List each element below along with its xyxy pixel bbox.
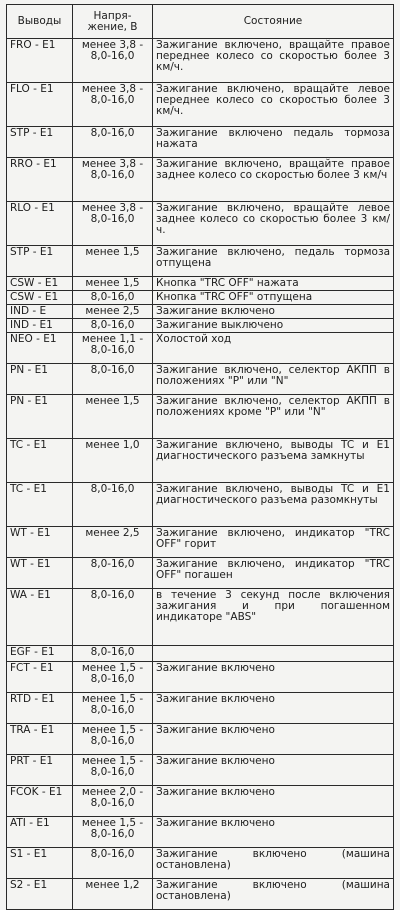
- header-voltage: Напря-жение, В: [73, 5, 153, 39]
- table-row: [7, 291, 394, 305]
- table-row: [7, 364, 394, 395]
- state-cell: Зажигание включено, селектор АКПП в положениях кроме "P" или "N": [153, 395, 394, 439]
- state-cell: Зажигание выключено: [153, 319, 394, 333]
- pin-cell: FCOK - E1: [7, 786, 73, 817]
- state-cell: Кнопка "TRC OFF" отпущена: [153, 291, 394, 305]
- state-cell: Зажигание включено, вращайте левое заднее колесо со скоростью более 3 км/ч.: [153, 202, 394, 246]
- pinout-table: [6, 4, 394, 910]
- state-cell: Зажигание включено, выводы TC и E1 диагностического разъема разомкнуты: [153, 483, 394, 527]
- table-row: [7, 483, 394, 527]
- table-row: [7, 662, 394, 693]
- voltage-cell: менее 1,5 - 8,0-16,0: [73, 693, 153, 724]
- voltage-cell: 8,0-16,0: [73, 291, 153, 305]
- pinout-table-page: [6, 4, 394, 902]
- state-cell: Зажигание включено, вращайте правое заднее колесо со скоростью более 3 км/ч: [153, 158, 394, 202]
- voltage-cell: менее 3,8 - 8,0-16,0: [73, 202, 153, 246]
- pin-cell: PRT - E1: [7, 755, 73, 786]
- voltage-cell: менее 1,5: [73, 395, 153, 439]
- voltage-cell: 8,0-16,0: [73, 483, 153, 527]
- table-row: [7, 277, 394, 291]
- pin-cell: FRO - E1: [7, 39, 73, 83]
- state-cell: Зажигание включено: [153, 693, 394, 724]
- voltage-cell: менее 2,5: [73, 305, 153, 319]
- table-row: [7, 527, 394, 558]
- pin-cell: WT - E1: [7, 527, 73, 558]
- table-row: [7, 127, 394, 158]
- voltage-cell: менее 2,0 - 8,0-16,0: [73, 786, 153, 817]
- table-row: [7, 246, 394, 277]
- state-cell: Зажигание включено: [153, 662, 394, 693]
- pin-cell: TC - E1: [7, 439, 73, 483]
- pin-cell: ATI - E1: [7, 817, 73, 848]
- pin-cell: RRO - E1: [7, 158, 73, 202]
- voltage-cell: менее 2,5: [73, 527, 153, 558]
- table-row: [7, 589, 394, 646]
- voltage-cell: 8,0-16,0: [73, 319, 153, 333]
- voltage-cell: менее 3,8 - 8,0-16,0: [73, 83, 153, 127]
- pin-cell: TRA - E1: [7, 724, 73, 755]
- pin-cell: FLO - E1: [7, 83, 73, 127]
- state-cell: Зажигание включено, вращайте левое переднее колесо со скоростью более 3 км/ч.: [153, 83, 394, 127]
- table-row: [7, 558, 394, 589]
- table-row: [7, 158, 394, 202]
- state-cell: Зажигание включено, педаль тормоза отпущена: [153, 246, 394, 277]
- table-header-row: [7, 5, 394, 39]
- pin-cell: EGF - E1: [7, 646, 73, 662]
- voltage-cell: 8,0-16,0: [73, 589, 153, 646]
- state-cell: Зажигание включено: [153, 786, 394, 817]
- table-row: [7, 202, 394, 246]
- voltage-cell: менее 1,5: [73, 277, 153, 291]
- table-row: [7, 817, 394, 848]
- state-cell: [153, 646, 394, 662]
- table-row: [7, 755, 394, 786]
- pin-cell: CSW - E1: [7, 277, 73, 291]
- table-row: [7, 395, 394, 439]
- state-cell: в течение 3 секунд после включения зажигания и при погашенном индикаторе "ABS": [153, 589, 394, 646]
- pin-cell: IND - E1: [7, 319, 73, 333]
- state-cell: Зажигание включено: [153, 305, 394, 319]
- voltage-cell: менее 1,5: [73, 246, 153, 277]
- state-cell: Зажигание включено, индикатор "TRC OFF" горит: [153, 527, 394, 558]
- voltage-cell: 8,0-16,0: [73, 364, 153, 395]
- state-cell: Зажигание включено (машина остановлена): [153, 848, 394, 879]
- voltage-cell: менее 1,5 - 8,0-16,0: [73, 755, 153, 786]
- table-row: [7, 333, 394, 364]
- pin-cell: STP - E1: [7, 127, 73, 158]
- voltage-cell: 8,0-16,0: [73, 127, 153, 158]
- voltage-cell: 8,0-16,0: [73, 558, 153, 589]
- state-cell: Холостой ход: [153, 333, 394, 364]
- pin-cell: WT - E1: [7, 558, 73, 589]
- table-row: [7, 693, 394, 724]
- pin-cell: PN - E1: [7, 364, 73, 395]
- header-pins: Выводы: [7, 5, 73, 39]
- pin-cell: S1 - E1: [7, 848, 73, 879]
- table-row: [7, 83, 394, 127]
- state-cell: Зажигание включено: [153, 755, 394, 786]
- pin-cell: IND - E: [7, 305, 73, 319]
- pin-cell: RTD - E1: [7, 693, 73, 724]
- state-cell: Зажигание включено, выводы TC и E1 диагностического разъема замкнуты: [153, 439, 394, 483]
- table-row: [7, 879, 394, 910]
- table-row: [7, 39, 394, 83]
- pin-cell: S2 - E1: [7, 879, 73, 910]
- header-state: Состояние: [153, 5, 394, 39]
- pin-cell: TC - E1: [7, 483, 73, 527]
- state-cell: Зажигание включено: [153, 817, 394, 848]
- state-cell: Кнопка "TRC OFF" нажата: [153, 277, 394, 291]
- table-row: [7, 724, 394, 755]
- pin-cell: CSW - E1: [7, 291, 73, 305]
- pin-cell: STP - E1: [7, 246, 73, 277]
- table-row: [7, 305, 394, 319]
- voltage-cell: менее 1,0: [73, 439, 153, 483]
- voltage-cell: 8,0-16,0: [73, 848, 153, 879]
- pin-cell: FCT - E1: [7, 662, 73, 693]
- table-row: [7, 646, 394, 662]
- voltage-cell: менее 1,2: [73, 879, 153, 910]
- voltage-cell: менее 1,5 - 8,0-16,0: [73, 662, 153, 693]
- voltage-cell: менее 1,1 - 8,0-16,0: [73, 333, 153, 364]
- table-row: [7, 439, 394, 483]
- state-cell: Зажигание включено: [153, 724, 394, 755]
- state-cell: Зажигание включено, вращайте правое переднее колесо со скоростью более 3 км/ч.: [153, 39, 394, 83]
- table-body: [7, 39, 394, 910]
- voltage-cell: менее 3,8 - 8,0-16,0: [73, 158, 153, 202]
- voltage-cell: 8,0-16,0: [73, 646, 153, 662]
- voltage-cell: менее 1,5 - 8,0-16,0: [73, 817, 153, 848]
- pin-cell: PN - E1: [7, 395, 73, 439]
- voltage-cell: менее 3,8 - 8,0-16,0: [73, 39, 153, 83]
- state-cell: Зажигание включено, индикатор "TRC OFF" погашен: [153, 558, 394, 589]
- state-cell: Зажигание включено, селектор АКПП в положениях "P" или "N": [153, 364, 394, 395]
- pin-cell: WA - E1: [7, 589, 73, 646]
- state-cell: Зажигание включено педаль тормоза нажата: [153, 127, 394, 158]
- table-row: [7, 848, 394, 879]
- voltage-cell: менее 1,5 - 8,0-16,0: [73, 724, 153, 755]
- state-cell: Зажигание включено (машина остановлена): [153, 879, 394, 910]
- table-row: [7, 319, 394, 333]
- pin-cell: RLO - E1: [7, 202, 73, 246]
- table-row: [7, 786, 394, 817]
- pin-cell: NEO - E1: [7, 333, 73, 364]
